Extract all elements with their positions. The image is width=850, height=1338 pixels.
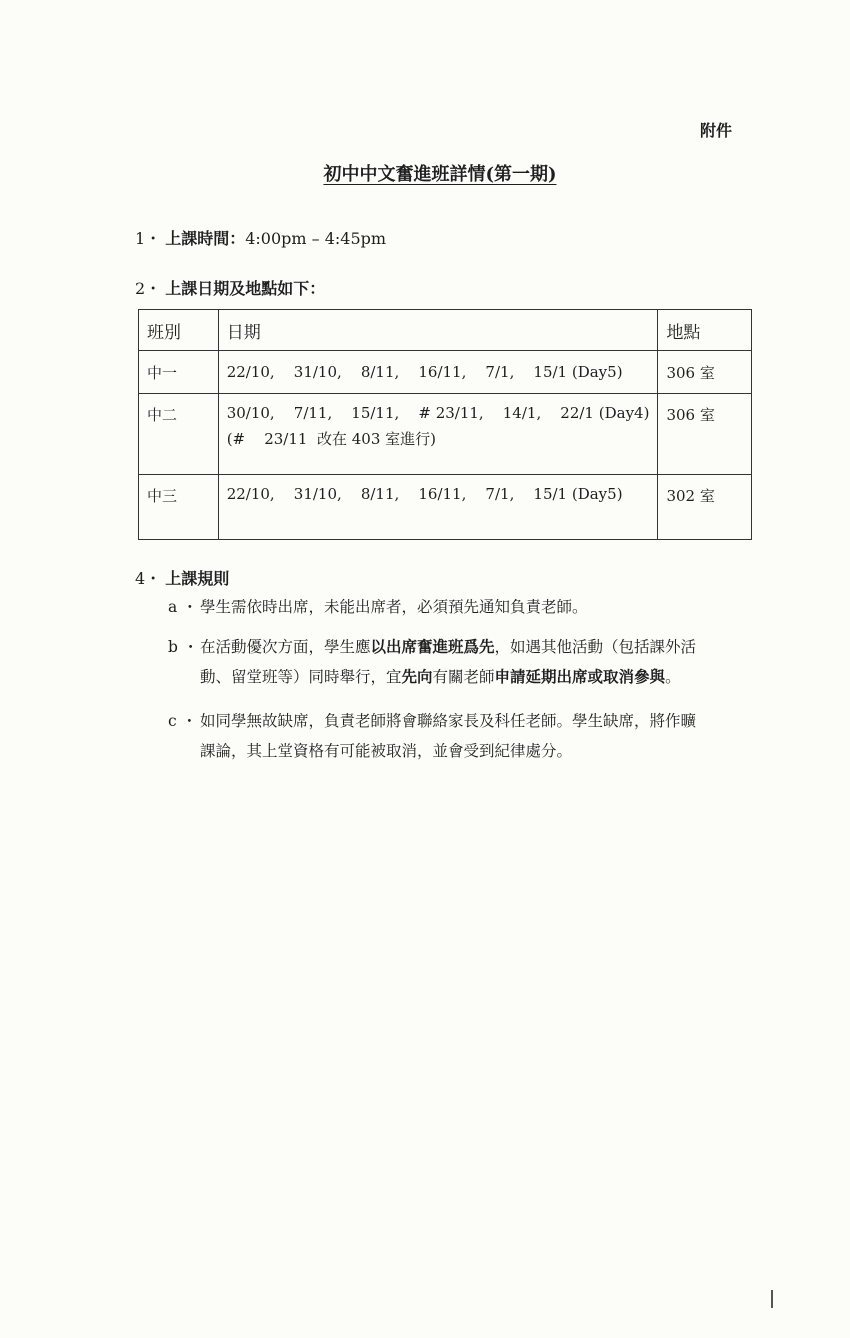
row-dates: 22/10, 31/10, 8/11, 16/11, 7/1, 15/1 (Day5)	[218, 351, 658, 394]
section-class-time	[135, 226, 386, 249]
row-venue: 302 室	[658, 475, 752, 540]
rule-continuation	[168, 662, 696, 692]
row-class: 中一	[139, 351, 219, 394]
header-venue: 地點	[658, 310, 752, 351]
section-class-rules	[135, 566, 229, 589]
row-venue: 306 室	[658, 351, 752, 394]
row-note: (# 23/11 改在 403 室進行)	[226, 430, 436, 448]
row-dates: 30/10, 7/11, 15/11, # 23/11, 14/1, 22/1 (Day4)	[226, 404, 650, 422]
rule-text: 動、留堂班等）同時舉行，宜	[200, 668, 402, 686]
section-dates-venues	[135, 276, 325, 299]
page-title: 初中中文奮進班詳情(第一期)	[323, 164, 557, 185]
class-time-value: 4:00pm – 4:45pm	[245, 229, 387, 248]
rule-text: ，如遇其他活動（包括課外活	[494, 638, 697, 656]
schedule-table	[138, 309, 752, 540]
table-header-row	[139, 310, 752, 351]
rule-continuation: 課論，其上堂資格有可能被取消，並會受到紀律處分。	[200, 742, 573, 760]
row-class: 中二	[139, 394, 219, 475]
rule-text: 。	[665, 668, 681, 686]
section-label: 上課時間：	[165, 229, 246, 248]
rule-text: 在活動優次方面，學生應	[200, 638, 371, 656]
rule-emphasis: 先向	[401, 667, 433, 686]
attachment-label: 附件	[700, 121, 733, 140]
rule-emphasis: 申請延期出席或取消參與	[494, 667, 666, 686]
row-class: 中三	[139, 475, 219, 540]
header-dates: 日期	[218, 310, 658, 351]
rule-text: 有關老師	[432, 668, 495, 686]
rule-label: a ・	[168, 598, 198, 616]
rule-label: b ・	[168, 638, 199, 656]
section-number: 1・	[135, 229, 162, 248]
rule-text: 如同學無故缺席，負責老師將會聯絡家長及科任老師。學生缺席，將作曠	[200, 712, 697, 730]
header-class: 班別	[139, 310, 219, 351]
table-row	[139, 351, 752, 394]
rule-b	[168, 632, 696, 692]
section-label: 上課規則	[165, 569, 230, 588]
section-number: 4・	[135, 569, 162, 588]
rule-c	[168, 706, 696, 766]
section-label: 上課日期及地點如下：	[165, 279, 326, 298]
rule-label: c ・	[168, 712, 198, 730]
table-row	[139, 475, 752, 540]
row-dates: 22/10, 31/10, 8/11, 16/11, 7/1, 15/1 (Day5)	[218, 475, 658, 540]
table-row	[139, 394, 752, 475]
rule-text: 學生需依時出席，未能出席者，必須預先通知負責老師。	[200, 598, 588, 616]
section-number: 2・	[135, 279, 162, 298]
page-mark	[771, 1290, 773, 1308]
rule-emphasis: 以出席奮進班爲先	[370, 637, 495, 656]
rule-a	[168, 592, 588, 622]
row-venue: 306 室	[658, 394, 752, 475]
row-dates-cell	[218, 394, 658, 475]
